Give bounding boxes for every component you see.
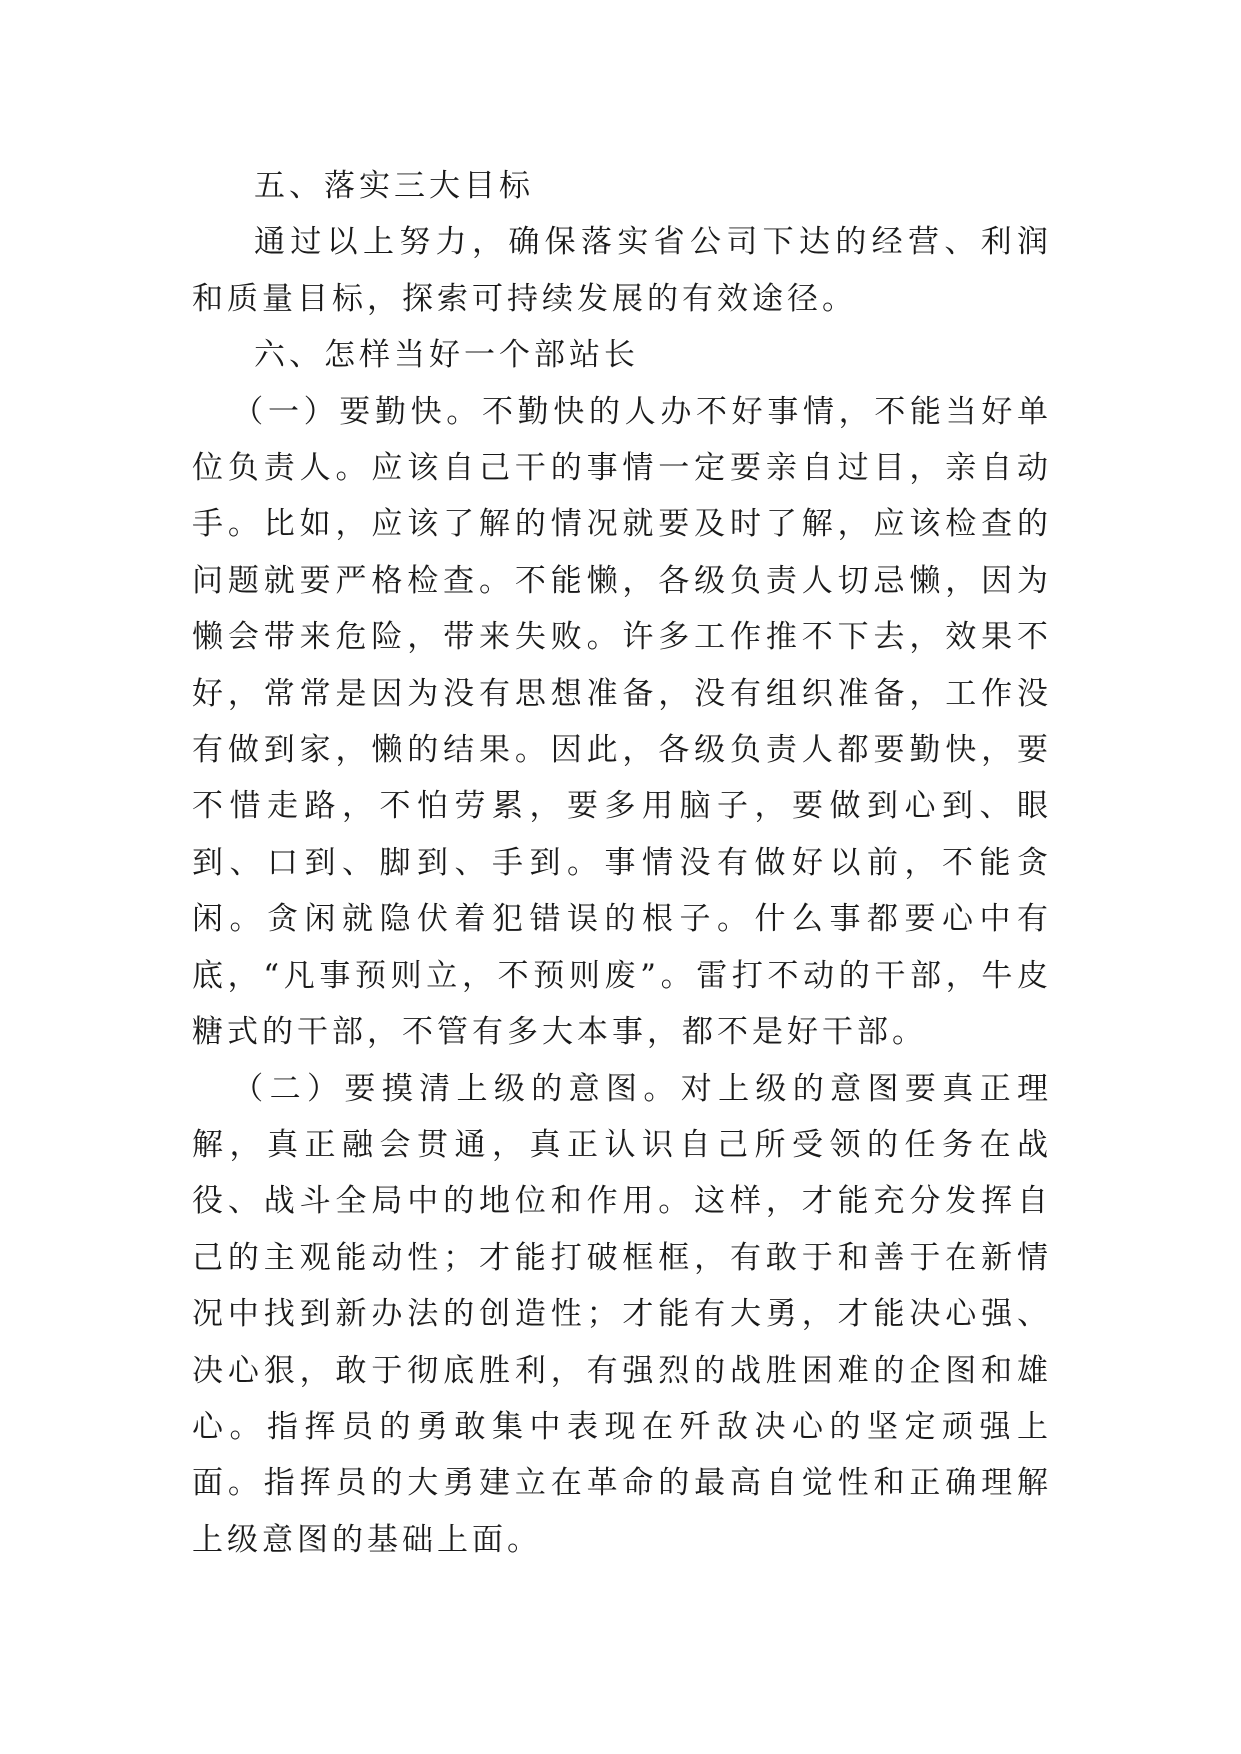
document-body — [192, 158, 1052, 1568]
section-heading-6: 六、怎样当好一个部站长 — [254, 337, 639, 374]
paragraph-diligence: （一）要勤快。不勤快的人办不好事情，不能当好单位负责人。应该自己干的事情一定要亲自过目，亲自动手。比如，应该了解的情况就要及时了解，应该检查的问题就要严格检查。不能懒，各级负责人切忌懒，因为懒会带来危险，带来失败。许多工作推不下去，效果不好，常常是因为没有思想准备，没有组织准备，工作没有做到家，懒的结果。因此，各级负责人都要勤快，要不惜走路，不怕劳累，要多用脑子，要做到心到、眼到、口到、脚到、手到。事情没有做好以前，不能贪闲。贪闲就隐伏着犯错误的根子。什么事都要心中有底，“凡事预则立，不预则废”。雷打不动的干部，牛皮糖式的干部，不管有多大本事，都不是好干部。 — [192, 393, 1052, 1051]
paragraph-targets: 通过以上努力，确保落实省公司下达的经营、利润和质量目标，探索可持续发展的有效途径。 — [192, 224, 1052, 317]
paragraph-superior-intent: （二）要摸清上级的意图。对上级的意图要真正理解，真正融会贯通，真正认识自己所受领的任务在战役、战斗全局中的地位和作用。这样，才能充分发挥自己的主观能动性；才能打破框框，有敢于和善于在新情况中找到新办法的创造性；才能有大勇，才能决心强、决心狠，敢于彻底胜利，有强烈的战胜困难的企图和雄心。指挥员的勇敢集中表现在歼敌决心的坚定顽强上面。指挥员的大勇建立在革命的最高自觉性和正确理解上级意图的基础上面。 — [192, 1070, 1052, 1558]
section-heading-5: 五、落实三大目标 — [254, 168, 534, 204]
